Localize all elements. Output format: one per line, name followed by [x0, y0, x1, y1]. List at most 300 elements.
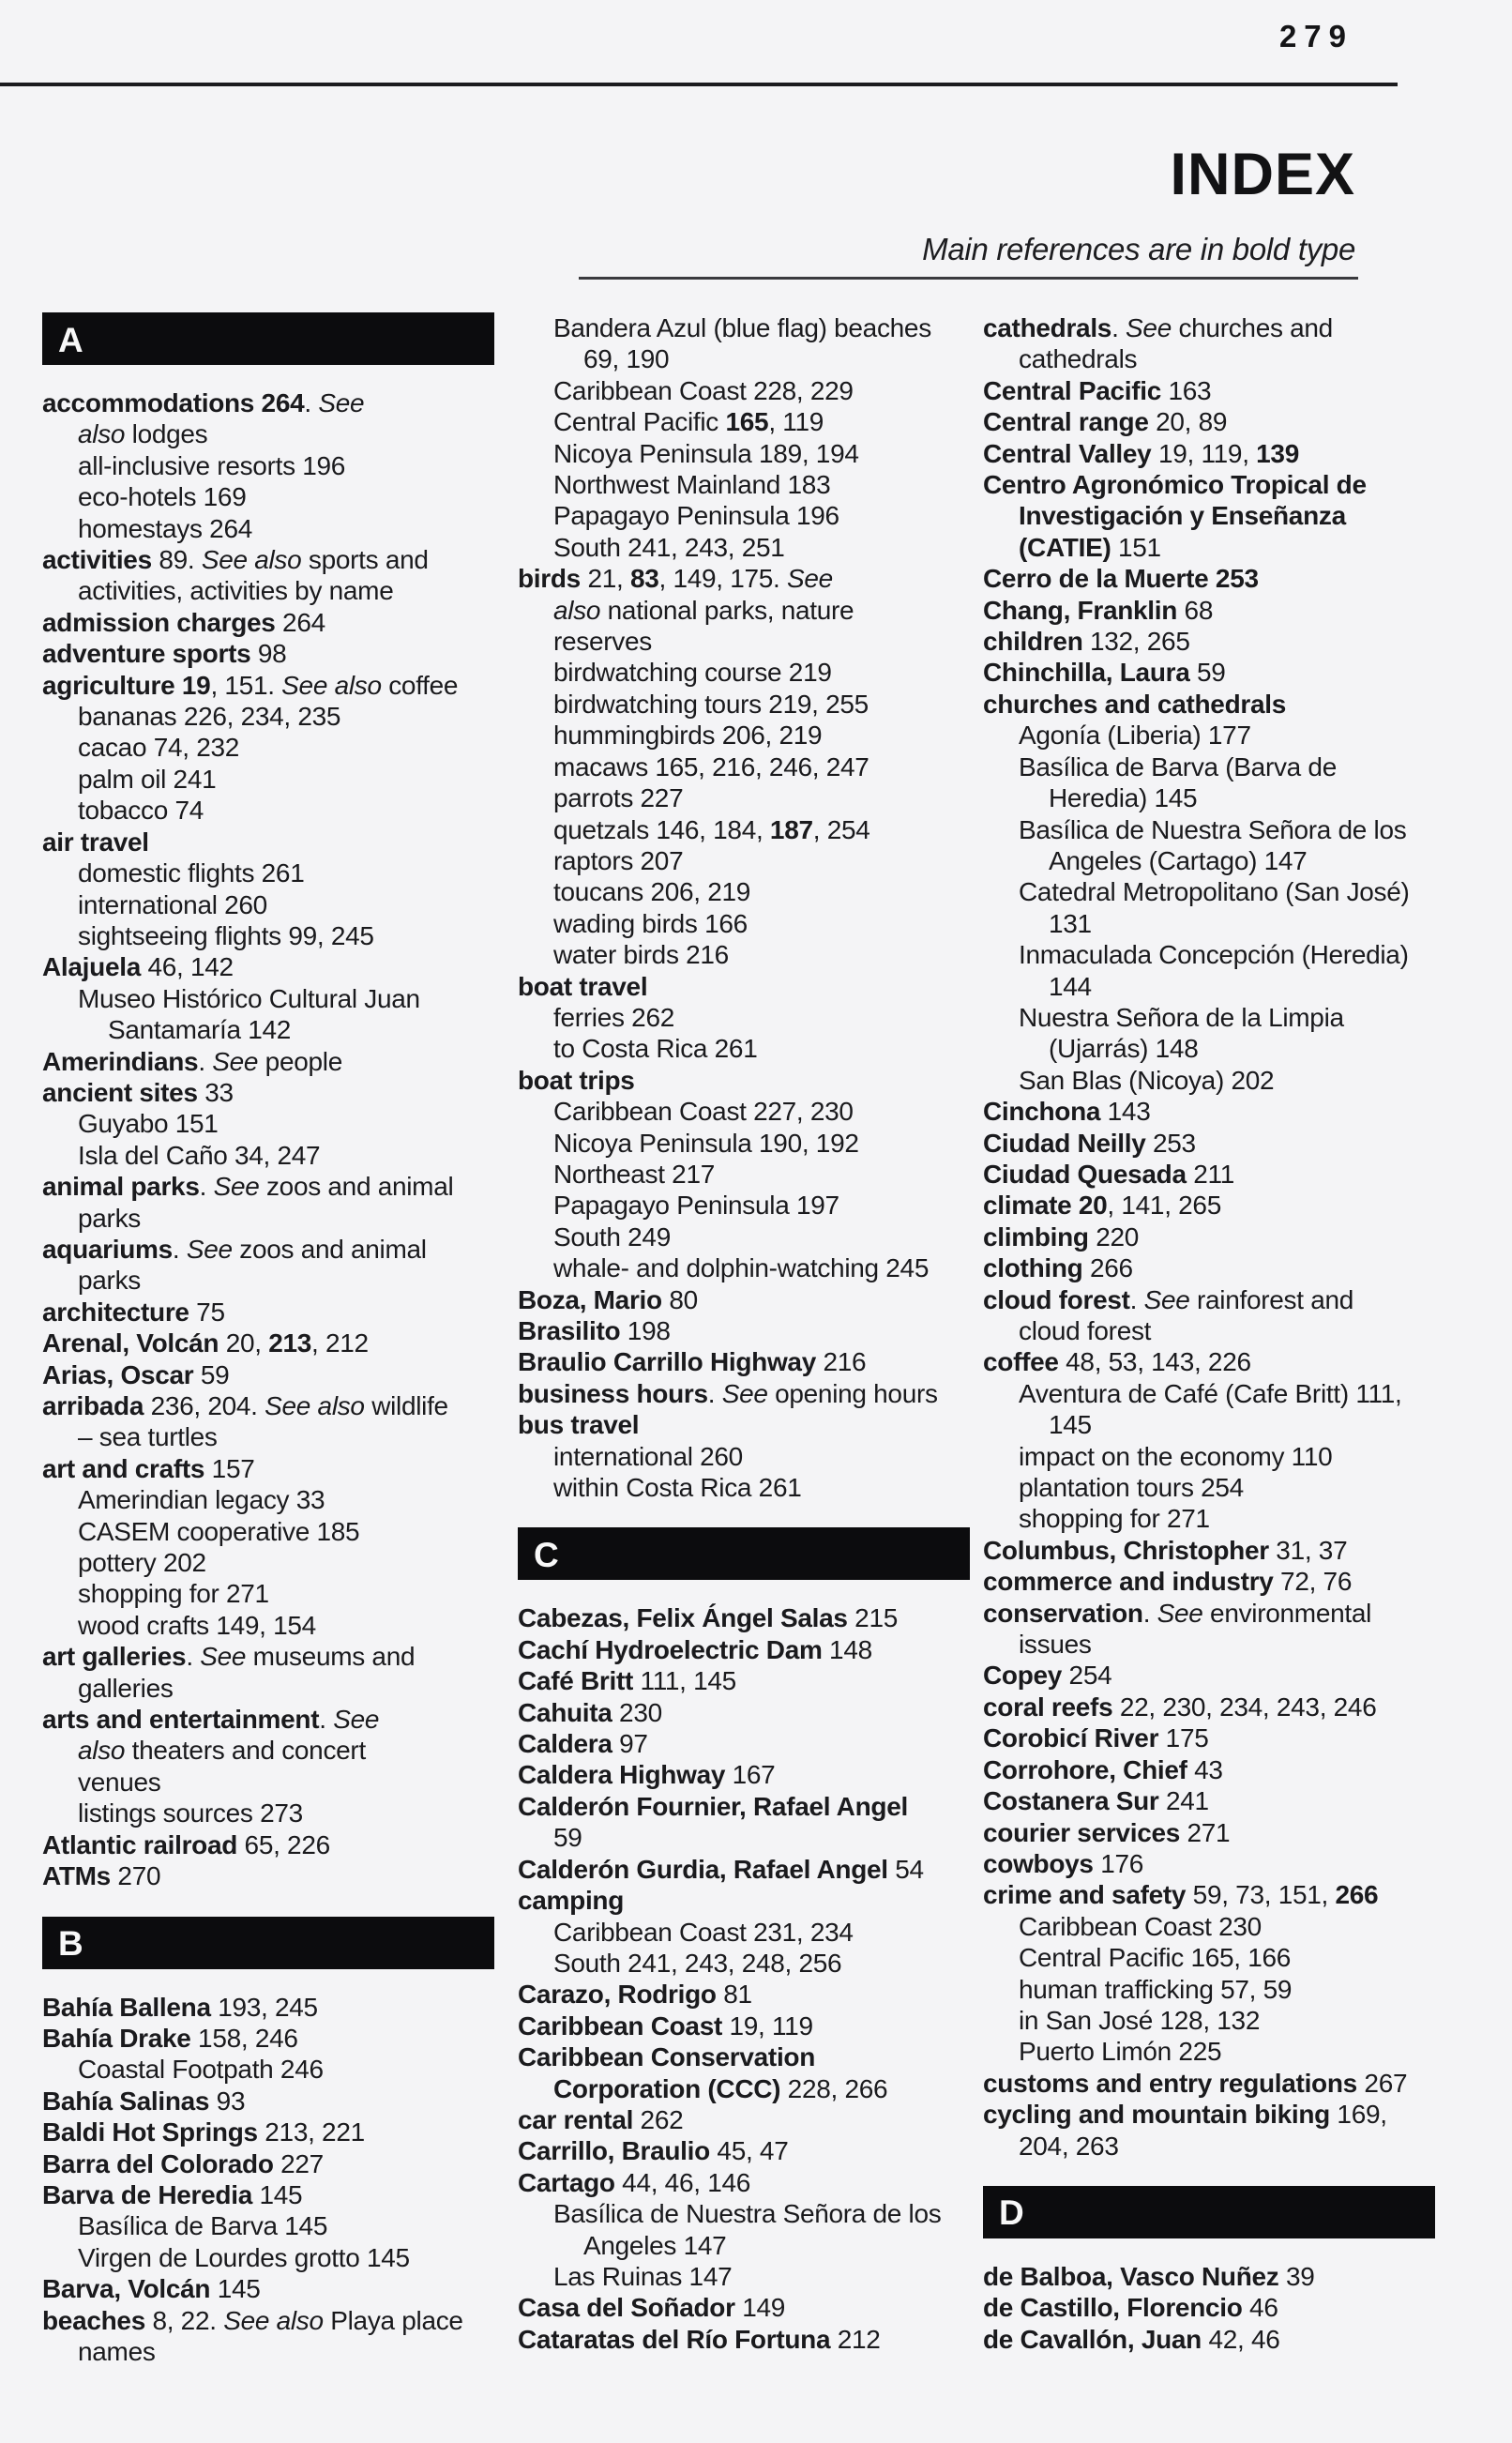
- index-subentry: [518, 720, 970, 751]
- entry-text: palm oil 241: [78, 764, 217, 794]
- index-entry: [983, 1817, 1435, 1848]
- entry-text: San Blas (Nicoya) 202: [1019, 1065, 1275, 1095]
- index-subentry: [42, 450, 494, 481]
- entry-text: See: [200, 1642, 247, 1672]
- entry-text: customs and entry regulations: [983, 2068, 1357, 2098]
- entry-text: issues: [1019, 1630, 1092, 1660]
- entry-text: climate 20: [983, 1191, 1108, 1221]
- page-subtitle: Main references are in bold type: [922, 232, 1355, 266]
- entry-text: 145: [210, 2274, 261, 2304]
- entry-text: Chang, Franklin: [983, 595, 1178, 625]
- index-entry: [983, 2292, 1435, 2323]
- entry-text: See also: [201, 545, 302, 575]
- index-subentry: [518, 1472, 970, 1503]
- index-subentry: [983, 1974, 1435, 2005]
- entry-text: listings sources 273: [78, 1798, 303, 1828]
- entry-text: cloud forest: [983, 1284, 1130, 1314]
- entry-text: all-inclusive resorts 196: [78, 450, 346, 480]
- entry-text: Braulio Carrillo Highway: [518, 1347, 816, 1377]
- entry-text: See: [787, 564, 833, 594]
- index-subentry: [518, 814, 970, 845]
- index-subentry: [42, 764, 494, 795]
- index-subentry: [518, 1002, 970, 1033]
- index-entry: [42, 1297, 494, 1328]
- entry-text: de Balboa, Vasco Nuñez: [983, 2261, 1279, 2291]
- entry-text: Central range: [983, 407, 1149, 437]
- index-subentry: [42, 513, 494, 544]
- index-subentry: [42, 1203, 494, 1234]
- index-subentry: [983, 1315, 1435, 1346]
- index-subentry: [518, 500, 970, 531]
- index-subentry: [518, 1917, 970, 1948]
- entry-text: Copey: [983, 1661, 1063, 1691]
- index-subentry: [518, 1222, 970, 1252]
- entry-text: coffee: [381, 670, 459, 700]
- entry-text: 54: [887, 1854, 924, 1884]
- entry-text: 75: [189, 1297, 225, 1327]
- entry-text: crime and safety: [983, 1880, 1187, 1910]
- index-column-3: [983, 312, 1435, 2355]
- index-entry: [983, 563, 1435, 594]
- index-subentry: [983, 1942, 1435, 1973]
- entry-text: children: [983, 627, 1083, 657]
- entry-text: Angeles (Cartago) 147: [1049, 845, 1308, 875]
- index-entry: [983, 1535, 1435, 1566]
- index-entry: [983, 1692, 1435, 1722]
- entry-text: quetzals 146, 184,: [553, 814, 770, 844]
- index-subentry: [983, 1472, 1435, 1503]
- index-subentry: [983, 500, 1435, 531]
- index-entry: [518, 2324, 970, 2355]
- index-subentry: [983, 2131, 1435, 2162]
- index-subentry: [518, 2073, 970, 2104]
- entry-text: business hours: [518, 1378, 708, 1408]
- index-subentry: [983, 845, 1435, 876]
- entry-text: arts and entertainment: [42, 1705, 320, 1735]
- index-entry: [983, 657, 1435, 688]
- entry-text: zoos and animal: [232, 1234, 427, 1264]
- index-entry: [42, 951, 494, 982]
- index-subentry: [518, 1822, 970, 1853]
- entry-text: , 151.: [210, 670, 282, 700]
- entry-text: 165: [725, 407, 769, 437]
- entry-text: birdwatching course 219: [553, 658, 832, 688]
- index-subentry: [518, 312, 970, 343]
- entry-text: shopping for 271: [78, 1579, 269, 1609]
- entry-text: 33: [197, 1077, 234, 1107]
- index-entry: [983, 1848, 1435, 1879]
- index-entry: [518, 2292, 970, 2323]
- index-entry: [518, 1759, 970, 1790]
- entry-text: Calderón Gurdia, Rafael Angel: [518, 1854, 888, 1884]
- index-subentry: [983, 343, 1435, 374]
- entry-text: Las Ruinas 147: [553, 2261, 733, 2291]
- entry-text: Central Pacific 165, 166: [1019, 1943, 1292, 1973]
- entry-text: 227: [273, 2148, 324, 2178]
- entry-text: – sea turtles: [78, 1422, 218, 1452]
- index-entry: [983, 689, 1435, 720]
- section-letter: B: [58, 1924, 83, 1963]
- entry-text: tobacco 74: [78, 796, 204, 826]
- index-entry: [518, 1284, 970, 1315]
- entry-text: 148: [822, 1634, 872, 1664]
- entry-text: international 260: [78, 889, 267, 919]
- entry-text: aquariums: [42, 1234, 173, 1264]
- index-subentry: [983, 751, 1435, 782]
- index-subentry: [518, 406, 970, 437]
- entry-text: 19, 119,: [1151, 438, 1257, 468]
- entry-text: Angeles 147: [583, 2230, 727, 2260]
- entry-text: homestays 264: [78, 513, 252, 543]
- index-entry: [42, 1641, 494, 1672]
- index-entry: [518, 1409, 970, 1440]
- index-entry: [42, 2117, 494, 2147]
- entry-text: 48, 53, 143, 226: [1058, 1347, 1251, 1377]
- index-subentry: [42, 1140, 494, 1171]
- entry-text: .: [1129, 1284, 1144, 1314]
- entry-text: 169,: [1329, 2100, 1387, 2130]
- entry-text: Corobicí River: [983, 1723, 1159, 1753]
- entry-text: 198: [620, 1316, 671, 1345]
- entry-text: 21,: [580, 564, 630, 594]
- entry-text: Costanera Sur: [983, 1786, 1159, 1816]
- entry-text: Atlantic railroad: [42, 1829, 238, 1859]
- entry-text: 80: [661, 1284, 698, 1314]
- entry-text: 176: [1093, 1848, 1144, 1878]
- entry-text: 216: [815, 1347, 867, 1377]
- entry-text: Barra del Colorado: [42, 2148, 274, 2178]
- entry-text: Corporation (CCC): [553, 2073, 781, 2103]
- entry-text: Arias, Oscar: [42, 1359, 194, 1389]
- index-entry: [42, 827, 494, 857]
- entry-text: Corrohore, Chief: [983, 1754, 1187, 1784]
- entry-text: , 212: [311, 1328, 369, 1358]
- index-subentry: [983, 908, 1435, 939]
- index-subentry: [983, 814, 1435, 845]
- index-entry: [42, 1046, 494, 1077]
- index-subentry: [983, 1441, 1435, 1472]
- section-header-D: [983, 2186, 1435, 2238]
- index-subentry: [42, 889, 494, 920]
- entry-text: Chinchilla, Laura: [983, 658, 1190, 688]
- entry-text: Puerto Limón 225: [1019, 2037, 1222, 2067]
- entry-text: 69, 190: [583, 344, 670, 374]
- index-entry: [983, 1128, 1435, 1159]
- header-rule: [0, 83, 1398, 86]
- index-entry: [983, 469, 1435, 500]
- entry-text: rainforest and: [1189, 1284, 1354, 1314]
- entry-text: Ciudad Neilly: [983, 1128, 1146, 1158]
- index-subentry: [983, 782, 1435, 813]
- entry-text: Central Valley: [983, 438, 1152, 468]
- entry-text: , 254: [812, 814, 870, 844]
- entry-text: 89.: [151, 545, 202, 575]
- index-subentry: [42, 857, 494, 888]
- entry-text: parks: [78, 1266, 141, 1296]
- index-entry: [42, 1077, 494, 1108]
- index-subentry: [518, 2198, 970, 2229]
- entry-text: 98: [250, 639, 287, 669]
- index-entry: [518, 1854, 970, 1885]
- entry-text: 213: [268, 1328, 312, 1358]
- index-subentry: [42, 732, 494, 763]
- index-entry: [42, 387, 494, 418]
- section-header-C: [518, 1527, 970, 1580]
- entry-text: boat trips: [518, 1065, 635, 1095]
- entry-text: Isla del Caño 34, 247: [78, 1140, 321, 1170]
- entry-text: 59: [193, 1359, 230, 1389]
- entry-text: lodges: [125, 419, 208, 449]
- index-subentry: [42, 481, 494, 512]
- entry-text: Ciudad Quesada: [983, 1159, 1187, 1189]
- entry-text: 264: [275, 607, 325, 637]
- entry-text: South 249: [553, 1222, 671, 1252]
- index-entry: [983, 375, 1435, 406]
- index-subentry: [983, 1409, 1435, 1440]
- entry-text: galleries: [78, 1673, 174, 1703]
- entry-text: wildlife: [364, 1391, 448, 1420]
- section-letter: A: [58, 320, 83, 359]
- entry-text: Caribbean Coast: [518, 2011, 722, 2041]
- entry-text: churches and cathedrals: [983, 689, 1287, 719]
- entry-text: Café Britt: [518, 1666, 634, 1696]
- entry-text: cycling and mountain biking: [983, 2100, 1330, 2130]
- entry-text: cloud forest: [1019, 1316, 1152, 1345]
- entry-text: .: [707, 1378, 722, 1408]
- entry-text: 19, 119: [722, 2011, 813, 2041]
- entry-text: arribada: [42, 1391, 144, 1420]
- index-entry: [42, 2179, 494, 2210]
- entry-text: See: [1126, 313, 1172, 342]
- entry-text: See: [212, 1046, 259, 1076]
- index-entry: [42, 2086, 494, 2117]
- entry-text: 44, 46, 146: [614, 2167, 751, 2197]
- entry-text: Columbus, Christopher: [983, 1535, 1269, 1565]
- index-entry: [42, 1992, 494, 2023]
- entry-text: agriculture 19: [42, 670, 211, 700]
- entry-text: 42, 46: [1201, 2324, 1280, 2354]
- entry-text: See: [318, 388, 365, 417]
- entry-text: raptors 207: [553, 845, 684, 875]
- entry-text: Northeast 217: [553, 1159, 715, 1189]
- index-entry: [983, 1096, 1435, 1127]
- entry-text: parrots 227: [553, 783, 684, 813]
- entry-text: Brasilito: [518, 1316, 621, 1345]
- entry-text: .: [186, 1642, 201, 1672]
- index-entry: [518, 2135, 970, 2166]
- index-entry: [518, 1378, 970, 1409]
- entry-text: See also: [265, 1391, 365, 1420]
- index-subentry: [42, 795, 494, 826]
- entry-text: Casa del Soñador: [518, 2293, 735, 2323]
- entry-text: Caldera: [518, 1729, 612, 1759]
- entry-text: Cahuita: [518, 1697, 612, 1727]
- index-entry: [983, 2068, 1435, 2099]
- entry-text: Caribbean Coast 228, 229: [553, 375, 854, 405]
- index-subentry: [518, 532, 970, 563]
- index-subentry: [983, 1033, 1435, 1064]
- entry-text: 46, 142: [140, 952, 234, 982]
- entry-text: 270: [110, 1861, 161, 1891]
- index-entry: [983, 1159, 1435, 1190]
- index-entry: [42, 1453, 494, 1484]
- entry-text: Bahía Salinas: [42, 2086, 210, 2116]
- entry-text: 230: [612, 1697, 662, 1727]
- entry-text: , 141, 265: [1107, 1191, 1221, 1221]
- index-subentry: [42, 2242, 494, 2273]
- index-subentry: [42, 1798, 494, 1828]
- index-subentry: [518, 626, 970, 657]
- entry-text: 20, 89: [1148, 407, 1228, 437]
- entry-text: museums and: [246, 1642, 416, 1672]
- entry-text: also: [553, 595, 601, 625]
- entry-text: 111, 145: [633, 1666, 736, 1696]
- page-number: 279: [1278, 19, 1353, 53]
- index-subentry: [983, 1911, 1435, 1942]
- entry-text: 204, 263: [1019, 2131, 1119, 2161]
- entry-text: human trafficking 57, 59: [1019, 1974, 1293, 2004]
- entry-text: in San José 128, 132: [1019, 2005, 1261, 2035]
- index-subentry: [518, 751, 970, 782]
- entry-text: opening hours: [767, 1378, 938, 1408]
- entry-text: bus travel: [518, 1410, 640, 1440]
- index-entry: [42, 670, 494, 701]
- index-entry: [983, 1722, 1435, 1753]
- index-subentry: [518, 782, 970, 813]
- entry-text: See: [213, 1172, 260, 1202]
- index-subentry: [983, 939, 1435, 970]
- index-subentry: [42, 1108, 494, 1139]
- entry-text: 59: [1189, 658, 1226, 688]
- entry-text: See: [1143, 1284, 1190, 1314]
- entry-text: Cabezas, Felix Ángel Salas: [518, 1603, 848, 1633]
- index-entry: [983, 438, 1435, 469]
- entry-text: sports and: [301, 545, 429, 575]
- entry-text: ATMs: [42, 1861, 111, 1891]
- index-subentry: [983, 1629, 1435, 1660]
- index-entry: [983, 1284, 1435, 1315]
- entry-text: Santamaría 142: [108, 1015, 292, 1045]
- entry-text: 68: [1177, 595, 1214, 625]
- index-entry: [42, 2023, 494, 2054]
- index-entry: [518, 1979, 970, 2010]
- entry-text: beaches: [42, 2305, 145, 2335]
- entry-text: Arenal, Volcán: [42, 1328, 219, 1358]
- entry-text: cathedrals: [983, 313, 1112, 342]
- entry-text: water birds 216: [553, 940, 729, 970]
- index-subentry: [983, 2005, 1435, 2036]
- index-subentry: [518, 2230, 970, 2261]
- index-entry: [42, 607, 494, 638]
- entry-text: 22, 230, 234, 243, 246: [1112, 1692, 1377, 1722]
- entry-text: See also: [281, 670, 382, 700]
- index-subentry: [518, 876, 970, 907]
- entry-text: Basílica de Nuestra Señora de los: [553, 2199, 942, 2229]
- entry-text: toucans 206, 219: [553, 877, 751, 907]
- index-subentry: [983, 876, 1435, 907]
- entry-text: sightseeing flights 99, 245: [78, 920, 374, 950]
- index-entry: [983, 1566, 1435, 1597]
- index-entry: [983, 1879, 1435, 1910]
- entry-text: 39: [1278, 2261, 1315, 2291]
- index-entry: [518, 2011, 970, 2041]
- index-subentry: [42, 1578, 494, 1609]
- entry-text: 253: [1145, 1128, 1196, 1158]
- entry-text: cathedrals: [1019, 344, 1138, 374]
- index-entry: [518, 2167, 970, 2198]
- index-subentry: [518, 845, 970, 876]
- entry-text: See: [333, 1705, 380, 1735]
- entry-text: 20,: [219, 1328, 269, 1358]
- entry-text: 163: [1161, 375, 1212, 405]
- entry-text: (Ujarrás) 148: [1049, 1034, 1199, 1064]
- index-subentry: [518, 343, 970, 374]
- entry-text: Caribbean Coast 230: [1019, 1911, 1262, 1941]
- entry-text: car rental: [518, 2104, 634, 2134]
- entry-text: Papagayo Peninsula 196: [553, 501, 839, 531]
- index-subentry: [983, 720, 1435, 751]
- index-subentry: [518, 1159, 970, 1190]
- entry-text: Aventura de Café (Cafe Britt) 111,: [1019, 1378, 1402, 1408]
- entry-text: admission charges: [42, 607, 276, 637]
- entry-text: Bahía Ballena: [42, 1992, 211, 2022]
- entry-text: wood crafts 149, 154: [78, 1610, 316, 1640]
- index-entry: [42, 1328, 494, 1358]
- entry-text: 158, 246: [190, 2023, 298, 2053]
- index-entry: [983, 1252, 1435, 1283]
- entry-text: art and crafts: [42, 1453, 205, 1483]
- entry-text: Catedral Metropolitano (San José): [1019, 877, 1410, 907]
- index-subentry: [42, 1484, 494, 1515]
- entry-text: CASEM cooperative 185: [78, 1516, 360, 1546]
- entry-text: Nicoya Peninsula 189, 194: [553, 438, 859, 468]
- entry-text: Inmaculada Concepción (Heredia): [1019, 940, 1409, 970]
- entry-text: Heredia) 145: [1049, 783, 1198, 813]
- entry-text: Nuestra Señora de la Limpia: [1019, 1002, 1344, 1032]
- entry-text: Calderón Fournier, Rafael Angel: [518, 1791, 908, 1821]
- index-entry: [42, 1390, 494, 1421]
- entry-text: cowboys: [983, 1848, 1094, 1878]
- index-entry: [518, 563, 970, 594]
- entry-text: 83: [629, 564, 659, 594]
- section-letter: D: [999, 2193, 1024, 2233]
- entry-text: conservation: [983, 1598, 1143, 1628]
- index-subentry: [42, 701, 494, 732]
- index-subentry: [42, 1735, 494, 1766]
- entry-text: animal parks: [42, 1172, 200, 1202]
- index-subentry: [42, 1265, 494, 1296]
- entry-text: 72, 76: [1273, 1567, 1353, 1597]
- entry-text: hummingbirds 206, 219: [553, 721, 823, 751]
- index-entry: [983, 406, 1435, 437]
- entry-text: commerce and industry: [983, 1567, 1274, 1597]
- entry-text: Museo Histórico Cultural Juan: [78, 983, 420, 1013]
- index-entry: [518, 1065, 970, 1096]
- entry-text: also: [78, 1736, 126, 1766]
- entry-text: bananas 226, 234, 235: [78, 702, 341, 732]
- index-subentry: [518, 939, 970, 970]
- entry-text: See: [1157, 1598, 1203, 1628]
- index-subentry: [518, 1033, 970, 1064]
- entry-text: Central Pacific: [983, 375, 1162, 405]
- entry-text: birdwatching tours 219, 255: [553, 689, 869, 719]
- entry-text: 236, 204.: [144, 1391, 265, 1420]
- entry-text: adventure sports: [42, 639, 251, 669]
- entry-text: .: [319, 1705, 334, 1735]
- index-entry: [983, 1785, 1435, 1816]
- entry-text: 266: [1082, 1253, 1133, 1283]
- index-subentry: [42, 418, 494, 449]
